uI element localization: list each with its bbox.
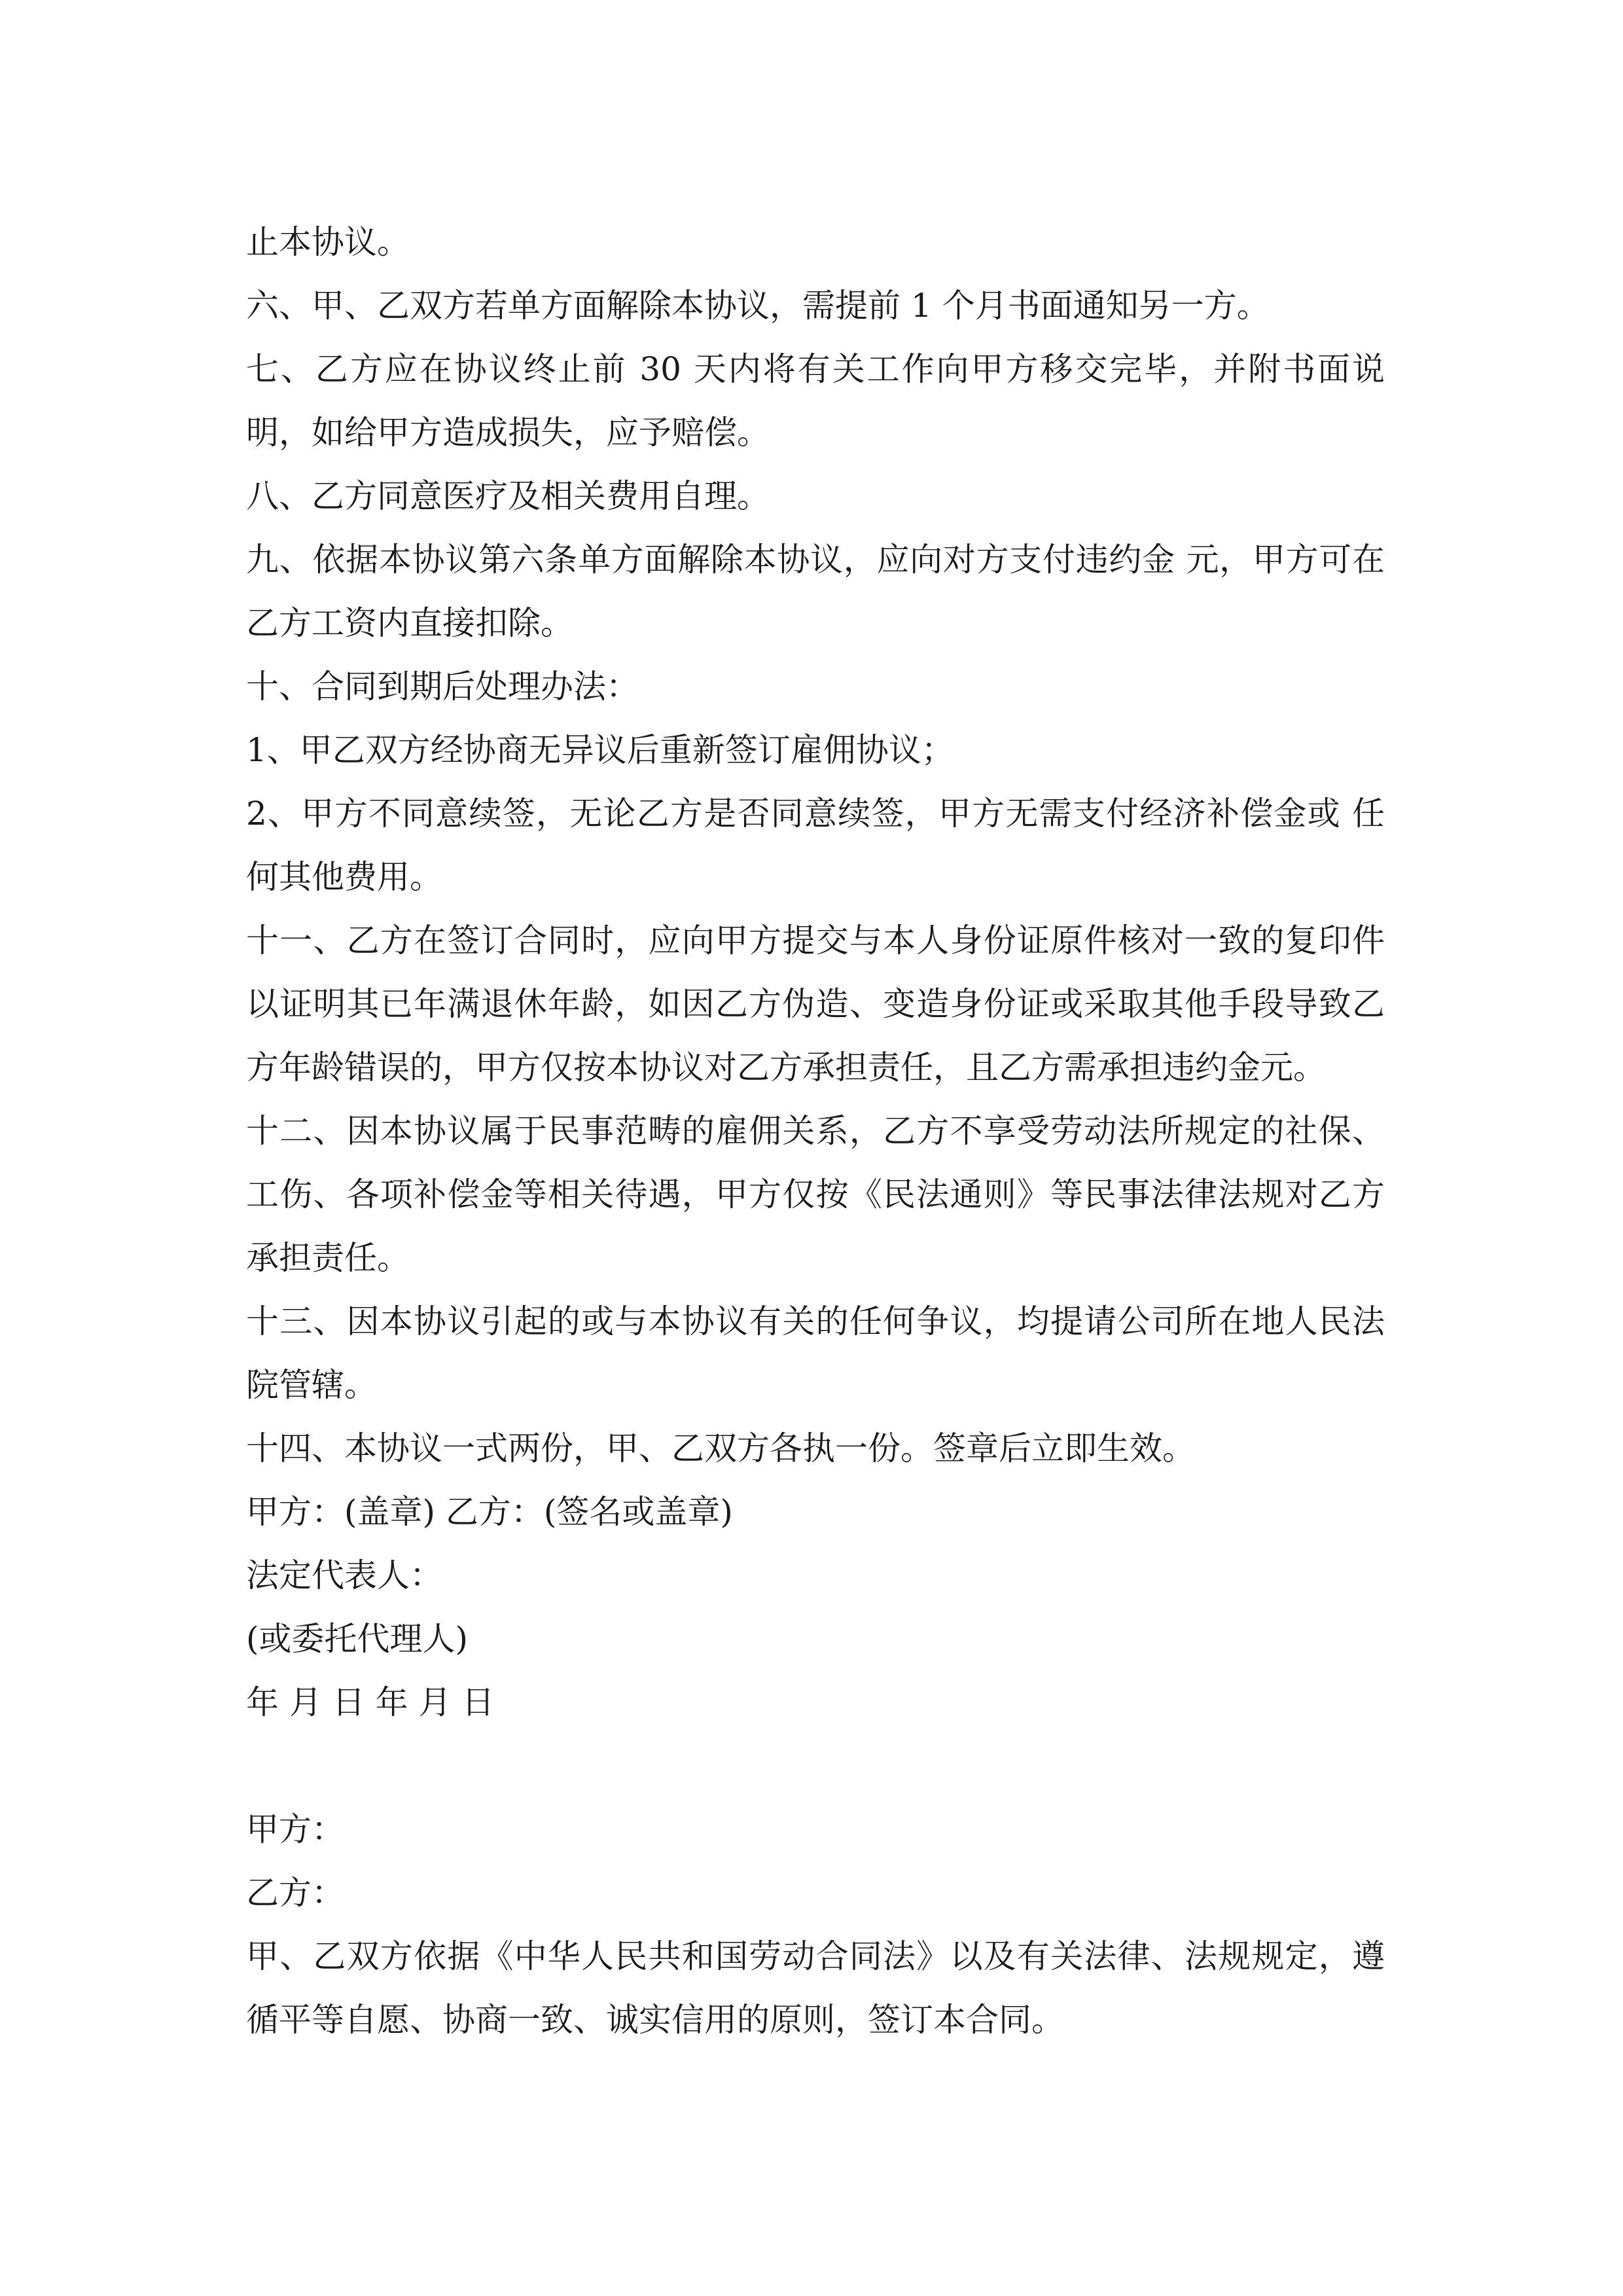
text-line: 止本协议。 [246, 223, 410, 261]
clause-8: 八、乙方同意医疗及相关费用自理。 [246, 477, 770, 515]
clause-12: 十二、因本协议属于民事范畴的雇佣关系，乙方不享受劳动法所规定的社保、工伤、各项补偿金等相关待遇，甲方仅按《民法通则》等民事法律法规对乙方承担责任。 [246, 1112, 1385, 1277]
clause-11: 十一、乙方在签订合同时，应向甲方提交与本人身份证原件核对一致的复印件以证明其已年满退休年龄，如因乙方伪造、变造身份证或采取其他手段导致乙方年龄错误的，甲方仅按本协议对乙方承担责任，且乙方需承担违约金元。 [246, 922, 1385, 1086]
clause-14: 十四、本协议一式两份，甲、乙双方各执一份。签章后立即生效。 [246, 1429, 1195, 1467]
document-body [246, 211, 1385, 2052]
clause-10-item-1: 1、甲乙双方经协商无异议后重新签订雇佣协议； [246, 731, 954, 769]
authorized-agent-line: (或委托代理人) [246, 1620, 469, 1658]
date-line: 年 月 日 年 月 日 [246, 1683, 495, 1721]
contract-preamble: 甲、乙双方依据《中华人民共和国劳动合同法》以及有关法律、法规规定，遵循平等自愿、协商一致、诚实信用的原则，签订本合同。 [246, 1937, 1385, 2039]
legal-representative-line: 法定代表人： [246, 1556, 442, 1594]
clause-9: 九、依据本协议第六条单方面解除本协议，应向对方支付违约金 元，甲方可在乙方工资内直接扣除。 [246, 541, 1385, 642]
clause-6: 六、甲、乙双方若单方面解除本协议，需提前 1 个月书面通知另一方。 [246, 287, 1270, 325]
signature-parties-line: 甲方：(盖章) 乙方：(签名或盖章) [246, 1493, 733, 1531]
clause-10-item-2: 2、甲方不同意续签，无论乙方是否同意续签，甲方无需支付经济补偿金或 任何其他费用。 [246, 795, 1385, 896]
party-a-line: 甲方： [246, 1810, 344, 1848]
clause-7: 七、乙方应在协议终止前 30 天内将有关工作向甲方移交完毕，并附书面说明，如给甲方造成损失，应予赔偿。 [246, 350, 1385, 452]
clause-10: 十、合同到期后处理办法： [246, 668, 639, 706]
party-b-line: 乙方： [246, 1874, 344, 1912]
clause-13: 十三、因本协议引起的或与本协议有关的任何争议，均提请公司所在地人民法院管辖。 [246, 1302, 1385, 1404]
